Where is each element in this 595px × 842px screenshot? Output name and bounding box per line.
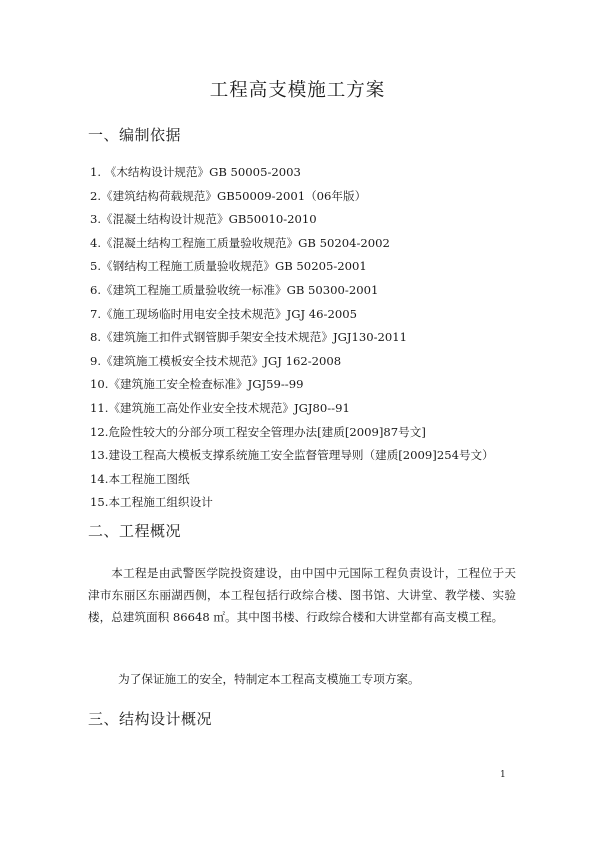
reference-item: 9.《建筑施工模板安全技术规范》JGJ 162-2008 xyxy=(90,353,342,368)
section-heading-structure: 三、结构设计概况 xyxy=(88,710,213,728)
section-heading-basis: 一、编制依据 xyxy=(88,126,182,144)
reference-item: 12.危险性较大的分部分项工程安全管理办法[建质[2009]87号文] xyxy=(90,424,426,439)
overview-paragraph: 本工程是由武警医学院投资建设，由中国中元国际工程负责设计，工程位于天津市东丽区东丽湖西侧，本工程包括行政综合楼、图书馆、大讲堂、教学楼、实验楼，总建筑面积 86648 ㎡。其中图书楼、行政综合楼和大讲堂都有高支模工程。 xyxy=(88,566,516,624)
reference-item: 5.《钢结构工程施工质量验收规范》GB 50205-2001 xyxy=(90,259,367,274)
reference-item: 11.《建筑施工高处作业安全技术规范》JGJ80--91 xyxy=(90,400,350,415)
reference-item: 14.本工程施工图纸 xyxy=(90,471,190,486)
document-title: 工程高支模施工方案 xyxy=(209,80,386,101)
purpose-paragraph: 为了保证施工的安全，特制定本工程高支模施工专项方案。 xyxy=(118,672,420,686)
reference-item: 6.《建筑工程施工质量验收统一标准》GB 50300-2001 xyxy=(90,282,379,297)
reference-item: 13.建设工程高大模板支撑系统施工安全监督管理导则（建质[2009]254号文） xyxy=(90,448,494,463)
reference-item: 3.《混凝土结构设计规范》GB50010-2010 xyxy=(90,212,317,227)
reference-item: 4.《混凝土结构工程施工质量验收规范》GB 50204-2002 xyxy=(90,235,390,250)
reference-item: 7.《施工现场临时用电安全技术规范》JGJ 46-2005 xyxy=(90,306,357,321)
section-heading-overview: 二、工程概况 xyxy=(88,522,182,540)
reference-item: 1. 《木结构设计规范》GB 50005-2003 xyxy=(90,165,301,179)
reference-list xyxy=(90,164,530,518)
reference-item: 2.《建筑结构荷载规范》GB50009-2001（06年版） xyxy=(90,188,367,203)
reference-item: 10.《建筑施工安全检查标准》JGJ59--99 xyxy=(90,377,304,392)
page-number: 1 xyxy=(500,770,506,780)
reference-item: 8.《建筑施工扣件式钢管脚手架安全技术规范》JGJ130-2011 xyxy=(90,330,408,345)
reference-item: 15.本工程施工组织设计 xyxy=(90,495,213,510)
